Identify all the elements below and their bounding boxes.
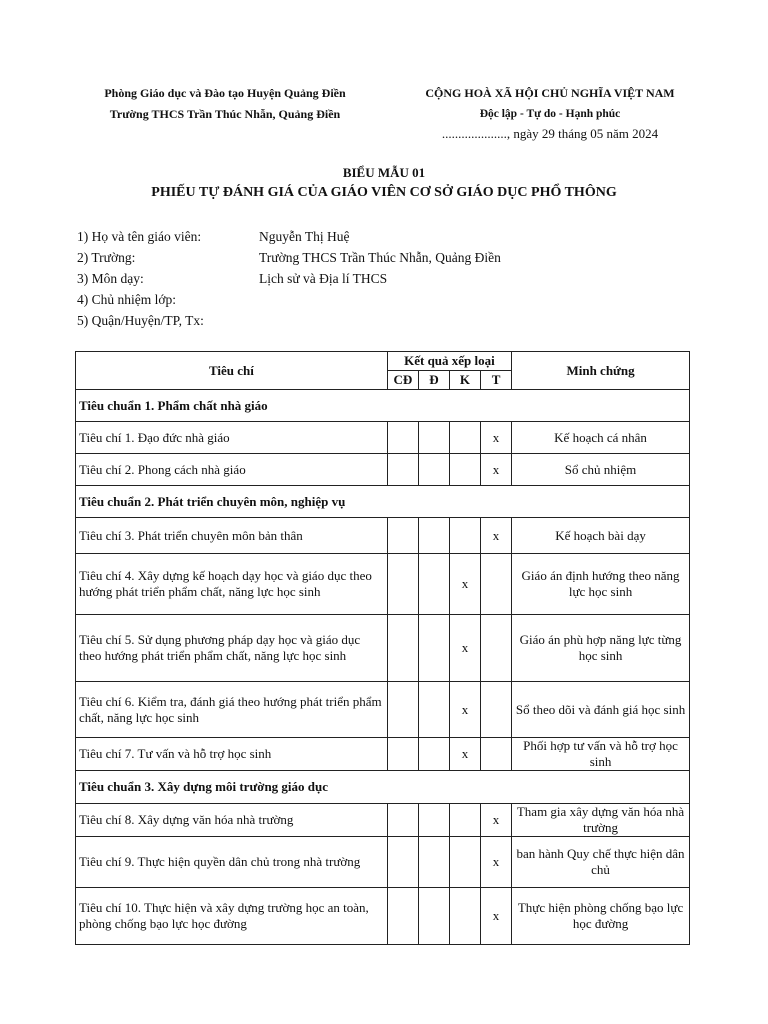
form-subtitle: PHIẾU TỰ ĐÁNH GIÁ CỦA GIÁO VIÊN CƠ SỞ GIÁO DỤC PHỔ THÔNG	[151, 185, 617, 200]
school-name: Trường THCS Trần Thúc Nhẫn, Quảng Điền	[109, 107, 341, 121]
result-cell	[387, 804, 418, 837]
national-motto-header	[400, 83, 700, 125]
criteria-header: Tiêu chí	[76, 352, 388, 390]
result-cell	[387, 615, 418, 682]
result-cell	[480, 738, 511, 771]
standard-title: Tiêu chuẩn 3. Xây dựng môi trường giáo dục	[76, 771, 690, 804]
result-cell	[418, 454, 449, 486]
evidence-cell: Phối hợp tư vấn và hỗ trợ học sinh	[512, 738, 690, 771]
result-cell	[387, 738, 418, 771]
result-cell	[449, 888, 480, 945]
evidence-cell: Kế hoạch bài dạy	[512, 518, 690, 554]
evidence-cell: Sổ theo dõi và đánh giá học sinh	[512, 682, 690, 738]
date-line: ...................., ngày 29 tháng 05 năm 2024	[441, 126, 659, 141]
result-cell	[387, 682, 418, 738]
criterion-name: Tiêu chí 3. Phát triển chuyên môn bản thân	[76, 518, 388, 554]
criterion-row	[76, 837, 690, 888]
info-row	[77, 310, 501, 331]
evidence-cell: Thực hiện phòng chống bạo lực học đường	[512, 888, 690, 945]
result-cell	[387, 454, 418, 486]
evidence-cell: Sổ chủ nhiệm	[512, 454, 690, 486]
result-mark: x	[480, 518, 511, 554]
info-label: 5) Quận/Huyện/TP, Tx:	[77, 313, 204, 328]
result-cell	[418, 554, 449, 615]
result-cell	[387, 422, 418, 454]
issuing-office-header	[75, 83, 375, 125]
result-cell	[480, 554, 511, 615]
result-mark: x	[480, 888, 511, 945]
criterion-row	[76, 615, 690, 682]
level-header: K	[449, 371, 480, 390]
result-cell	[387, 837, 418, 888]
info-row	[77, 226, 501, 247]
result-mark: x	[449, 615, 480, 682]
evidence-cell: Kế hoạch cá nhân	[512, 422, 690, 454]
result-cell	[418, 837, 449, 888]
standard-row	[76, 771, 690, 804]
result-cell	[418, 518, 449, 554]
result-header: Kết quả xếp loại	[387, 352, 511, 371]
result-cell	[418, 422, 449, 454]
info-label: 1) Họ và tên giáo viên:	[77, 229, 202, 244]
result-cell	[449, 518, 480, 554]
info-label: 4) Chủ nhiệm lớp:	[77, 292, 177, 307]
criterion-name: Tiêu chí 8. Xây dựng văn hóa nhà trường	[76, 804, 388, 837]
result-cell	[480, 682, 511, 738]
criterion-row	[76, 554, 690, 615]
result-cell	[418, 888, 449, 945]
result-cell	[449, 454, 480, 486]
criterion-row	[76, 738, 690, 771]
info-row	[77, 289, 501, 310]
criterion-name: Tiêu chí 6. Kiểm tra, đánh giá theo hướng phát triển phẩm chất, năng lực học sinh	[76, 682, 388, 738]
info-row	[77, 268, 501, 289]
criterion-name: Tiêu chí 7. Tư vấn và hỗ trợ học sinh	[76, 738, 388, 771]
result-cell	[387, 554, 418, 615]
result-mark: x	[449, 738, 480, 771]
result-cell	[387, 518, 418, 554]
result-cell	[449, 837, 480, 888]
result-mark: x	[449, 682, 480, 738]
standard-title: Tiêu chuẩn 2. Phát triển chuyên môn, nghiệp vụ	[76, 486, 690, 518]
result-cell	[418, 615, 449, 682]
level-header: CĐ	[387, 371, 418, 390]
info-value: Lịch sử và Địa lí THCS	[259, 271, 388, 286]
level-header: Đ	[418, 371, 449, 390]
evaluation-table	[75, 351, 690, 945]
result-mark: x	[480, 837, 511, 888]
standard-row	[76, 390, 690, 422]
motto: Độc lập - Tự do - Hạnh phúc	[479, 108, 621, 120]
info-value: Nguyễn Thị Huệ	[259, 229, 350, 244]
criterion-name: Tiêu chí 9. Thực hiện quyền dân chủ trong nhà trường	[76, 837, 388, 888]
criterion-row	[76, 888, 690, 945]
criterion-name: Tiêu chí 2. Phong cách nhà giáo	[76, 454, 388, 486]
department-name: Phòng Giáo dục và Đào tạo Huyện Quảng Điền	[104, 86, 346, 100]
result-cell	[418, 738, 449, 771]
form-title: BIỂU MẪU 01	[342, 165, 426, 180]
evidence-header: Minh chứng	[512, 352, 690, 390]
country-name: CỘNG HOÀ XÃ HỘI CHỦ NGHĨA VIỆT NAM	[425, 86, 675, 100]
result-cell	[387, 888, 418, 945]
result-cell	[480, 615, 511, 682]
criterion-row	[76, 804, 690, 837]
result-mark: x	[480, 454, 511, 486]
result-mark: x	[449, 554, 480, 615]
result-cell	[449, 804, 480, 837]
result-cell	[449, 422, 480, 454]
evidence-cell: Tham gia xây dựng văn hóa nhà trường	[512, 804, 690, 837]
info-value: Trường THCS Trần Thúc Nhẫn, Quảng Điền	[259, 250, 501, 265]
info-label: 2) Trường:	[77, 250, 136, 265]
result-mark: x	[480, 804, 511, 837]
evidence-cell: ban hành Quy chế thực hiện dân chủ	[512, 837, 690, 888]
criterion-name: Tiêu chí 10. Thực hiện và xây dựng trường học an toàn, phòng chống bạo lực học đường	[76, 888, 388, 945]
evidence-cell: Giáo án định hướng theo năng lực học sinh	[512, 554, 690, 615]
criterion-row	[76, 454, 690, 486]
result-cell	[418, 682, 449, 738]
result-cell	[418, 804, 449, 837]
criterion-row	[76, 518, 690, 554]
teacher-info	[77, 226, 501, 331]
info-label: 3) Môn dạy:	[77, 271, 144, 286]
criterion-name: Tiêu chí 5. Sử dụng phương pháp dạy học và giáo dục theo hướng phát triển phẩm chất, năng lực học sinh	[76, 615, 388, 682]
result-mark: x	[480, 422, 511, 454]
criterion-row	[76, 682, 690, 738]
standard-title: Tiêu chuẩn 1. Phẩm chất nhà giáo	[76, 390, 690, 422]
info-row	[77, 247, 501, 268]
criterion-row	[76, 422, 690, 454]
evidence-cell: Giáo án phù hợp năng lực từng học sinh	[512, 615, 690, 682]
criterion-name: Tiêu chí 4. Xây dựng kế hoạch dạy học và giáo dục theo hướng phát triển phẩm chất, năng lực học sinh	[76, 554, 388, 615]
level-header: T	[480, 371, 511, 390]
standard-row	[76, 486, 690, 518]
criterion-name: Tiêu chí 1. Đạo đức nhà giáo	[76, 422, 388, 454]
